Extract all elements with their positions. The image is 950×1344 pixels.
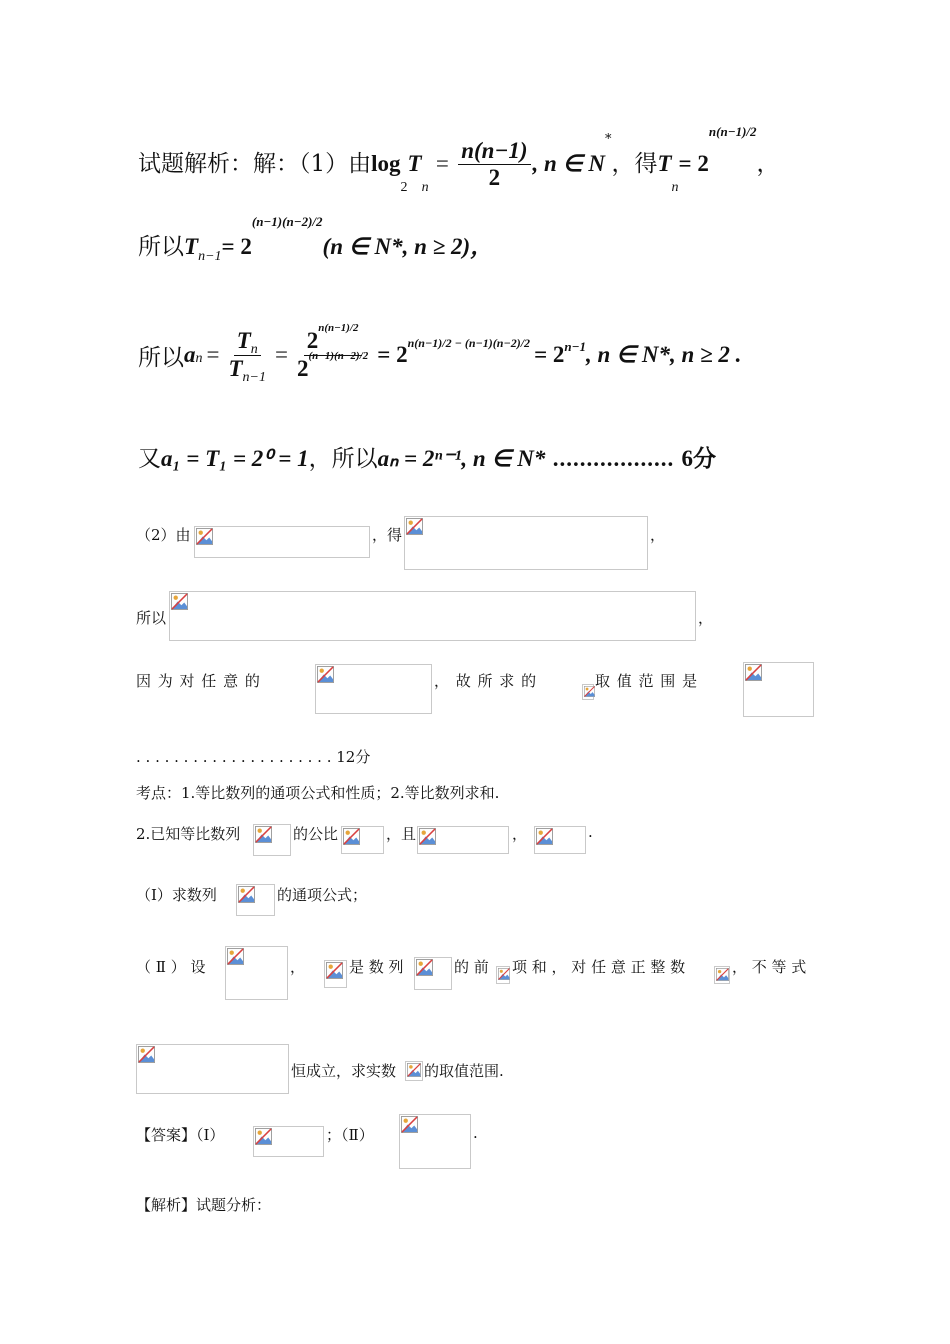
score-dots: . . . . . . . . . . . . . . . . . . . . . 12分 <box>136 748 371 766</box>
broken-image-icon <box>407 1063 421 1077</box>
broken-image-icon <box>196 528 213 545</box>
analysis-heading: 【解析】试题分析： <box>136 1196 272 1214</box>
broken-image-icon <box>138 1046 155 1063</box>
question-2-e: . <box>588 823 593 841</box>
formula-image-placeholder <box>236 884 275 916</box>
question-2-a: 2.已知等比数列 <box>136 825 241 843</box>
text-p4-b: ， 故 所 求 的 <box>434 672 538 690</box>
formula-image-placeholder <box>169 591 696 641</box>
formula-image-placeholder <box>582 684 594 700</box>
formula-image-placeholder <box>743 662 814 717</box>
part-2-e: 项 和 ， 对 任 意 正 整 数 <box>512 958 686 976</box>
text-p4-a: 因 为 对 任 意 的 <box>136 672 261 690</box>
part-2-h: 的取值范围. <box>424 1062 504 1080</box>
part-1-a: （Ⅰ）求数列 <box>136 886 217 904</box>
fraction-T: $\frac{Tn}{Tn-1}$ <box>228 328 266 385</box>
broken-image-icon <box>419 828 436 845</box>
text-p3-b: ， <box>698 609 714 627</box>
broken-image-icon <box>171 593 188 610</box>
text-p2-a: （2）由 <box>136 526 191 544</box>
part-2-d: 的 前 <box>454 958 489 976</box>
broken-image-icon <box>326 962 343 979</box>
formula-image-placeholder <box>399 1114 471 1169</box>
fraction: $\frac{n(n-1)}{2}$ <box>458 138 530 192</box>
broken-image-icon <box>406 518 423 535</box>
formula-line-2: 所以$Tn-1= 2^{(n-1)(n-2)/2}(n$ ∈ N*, n ≥ 2)， <box>138 214 494 264</box>
formula-line-3: 所以 a n = $\frac{Tn}{Tn-1}$ = $\frac{2^{n(n-1)/2}}{2^{(n-1)(n-2)/2}}$ = 2 n(n−1)/2 − (n−1)(n−2)/2 = 2 n−1 , n ∈ N*, n ≥ 2 . <box>138 322 742 385</box>
formula-image-placeholder <box>534 826 586 854</box>
broken-image-icon <box>317 666 334 683</box>
fraction-powers: $\frac{2^{n(n-1)/2}}{2^{(n-1)(n-2)/2}}$ <box>296 322 369 381</box>
formula-image-placeholder <box>341 826 384 854</box>
text-p2-b: ，得 <box>372 526 403 544</box>
part-2-b: ， <box>290 958 306 976</box>
part-2-g: 恒成立，求实数 <box>291 1062 397 1080</box>
broken-image-icon <box>536 828 553 845</box>
formula-image-placeholder <box>404 516 648 570</box>
formula-image-placeholder <box>253 824 291 856</box>
part-2-a: （ Ⅱ ） 设 <box>136 958 206 976</box>
formula-image-placeholder <box>714 966 730 984</box>
formula-line-1: 试题解析：解：（1）由log2Tn = $\frac{n(n-1)}{2}$ , n ∈ N*，得$Tn= 2^{n(n-1)/2}$， <box>138 124 780 195</box>
broken-image-icon <box>255 826 272 843</box>
broken-image-icon <box>416 959 433 976</box>
question-2-b: 的公比 <box>293 825 339 843</box>
answer-c: . <box>473 1124 478 1142</box>
broken-image-icon <box>238 886 255 903</box>
formula-line-4: 又a₁ = T₁ = 2⁰ = 1，所以aₙ = 2ⁿ⁻¹, n ∈ N* .................. 6分 <box>138 446 716 472</box>
log-text: log <box>371 150 401 176</box>
formula-image-placeholder <box>417 826 509 854</box>
part-2-f: ， 不 等 式 <box>732 958 807 976</box>
formula-image-placeholder <box>324 960 347 988</box>
formula-image-placeholder <box>253 1126 324 1157</box>
question-2-d: ， <box>512 825 528 843</box>
formula-image-placeholder <box>136 1044 289 1094</box>
formula-image-placeholder <box>194 526 370 558</box>
broken-image-icon <box>227 948 244 965</box>
broken-image-icon <box>401 1116 418 1133</box>
part-1-b: 的通项公式； <box>277 886 368 904</box>
answer-b: ；（Ⅱ） <box>326 1126 374 1144</box>
key-points: 考点：1.等比数列的通项公式和性质；2.等比数列求和. <box>136 784 500 802</box>
formula-image-placeholder <box>405 1061 423 1081</box>
broken-image-icon <box>255 1128 272 1145</box>
answer-a: 【答案】（Ⅰ） <box>136 1126 225 1144</box>
formula-image-placeholder <box>414 957 452 990</box>
formula-image-placeholder <box>315 664 432 714</box>
part-2-c: 是 数 列 <box>349 958 404 976</box>
broken-image-icon <box>584 686 595 697</box>
formula-image-placeholder <box>225 946 288 1000</box>
text-p4-c: 取 值 范 围 是 <box>595 672 699 690</box>
broken-image-icon <box>716 968 729 981</box>
text-p2-c: ， <box>650 526 666 544</box>
formula-image-placeholder <box>496 966 510 984</box>
text-p3-a: 所以 <box>136 609 167 627</box>
question-2-c: ，且 <box>386 825 417 843</box>
broken-image-icon <box>745 664 762 681</box>
broken-image-icon <box>343 828 360 845</box>
broken-image-icon <box>498 968 510 980</box>
